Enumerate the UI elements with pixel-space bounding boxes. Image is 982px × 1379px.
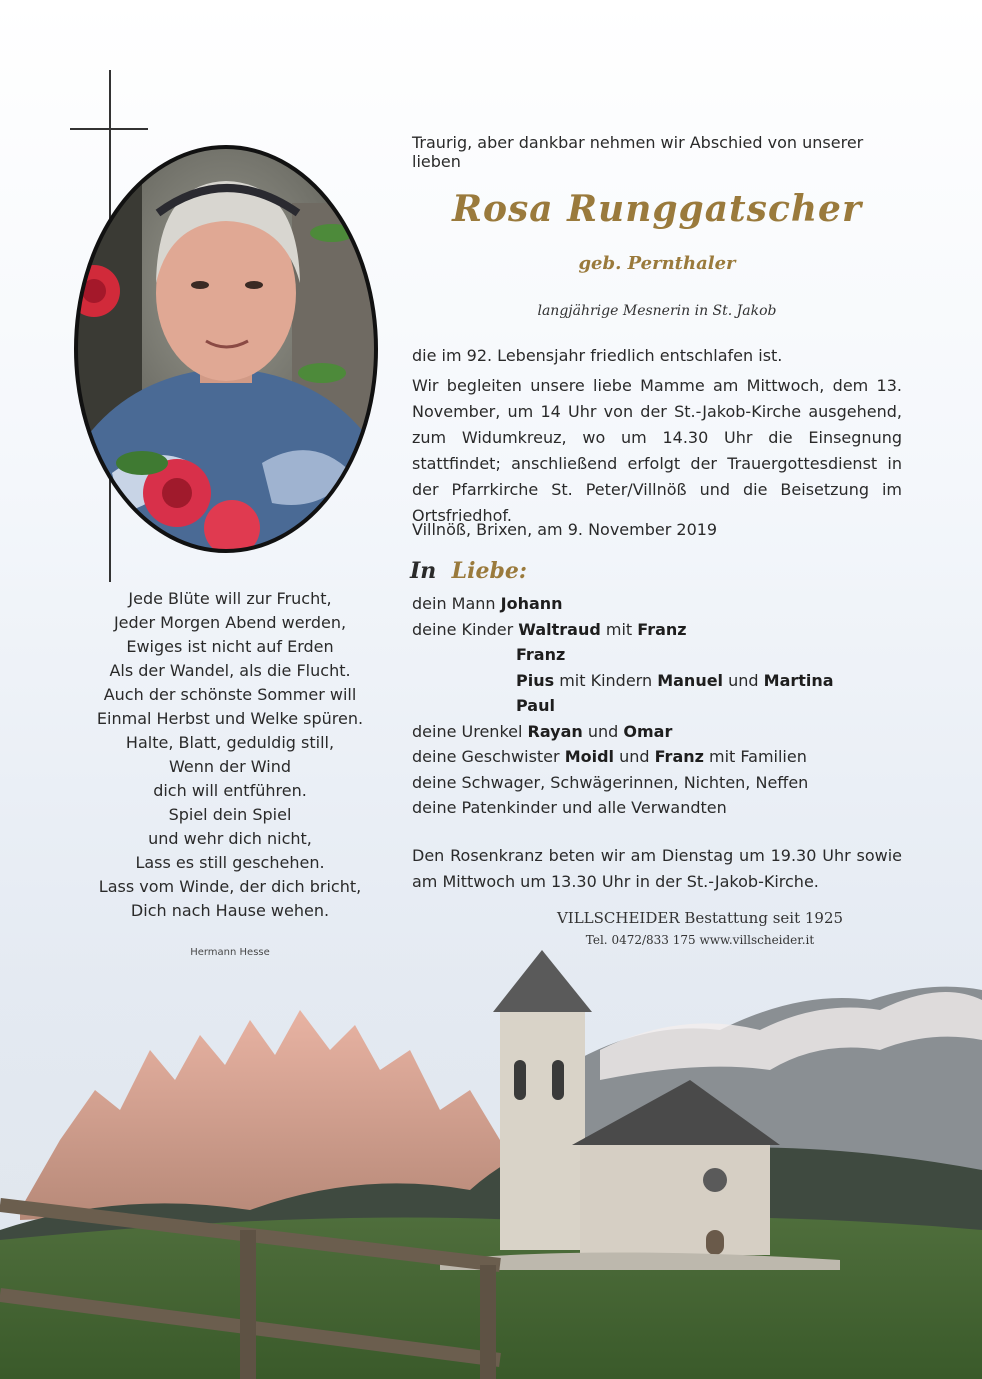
in-liebe-liebe: Liebe: bbox=[451, 558, 527, 584]
mourner-row: Pius mit Kindern Manuel und Martina bbox=[516, 670, 834, 690]
poem-line: Jede Blüte will zur Frucht, bbox=[128, 589, 332, 608]
poem-line: Lass vom Winde, der dich bricht, bbox=[98, 877, 362, 896]
poem-line: Einmal Herbst und Welke spüren. bbox=[96, 709, 364, 728]
mourner-row: deine Geschwister Moidl und Franz mit Familien bbox=[412, 747, 807, 766]
mourner-row: deine Schwager, Schwägerinnen, Nichten, Neffen bbox=[412, 772, 809, 792]
birth-name: geb. Pernthaler bbox=[578, 253, 736, 274]
deceased-name: Rosa Runggatscher bbox=[452, 188, 862, 230]
poem-line: Wenn der Wind bbox=[169, 757, 291, 776]
mourner-row: Paul bbox=[516, 696, 555, 715]
mourner-row: deine Patenkinder und alle Verwandten bbox=[412, 798, 727, 817]
funeral-home-name: VILLSCHEIDER Bestattung seit 1925 bbox=[556, 909, 844, 927]
rosary-info: Den Rosenkranz beten wir am Dienstag um 19.30 Uhr sowie am Mittwoch um 13.30 Uhr in der St.-Jakob-Kirche. bbox=[412, 846, 902, 891]
mourner-row: deine Kinder Waltraud mit Franz bbox=[412, 619, 687, 639]
cross-horizontal-bar bbox=[70, 128, 148, 130]
poem-line: Als der Wandel, als die Flucht. bbox=[109, 661, 351, 680]
landscape-church-image bbox=[0, 940, 982, 1379]
funeral-details: Wir begleiten unsere liebe Mamme am Mittwoch, dem 13. November, um 14 Uhr von der St.-Jakob-Kirche ausgehend, zum Widumkreuz, wo um 14.30 Uhr die Einsegnung stattfindet; anschließend erfolgt der Trauergottesdienst in der Pfarrkirche St. Peter/Villnöß und die Beisetzung im Ortsfriedhof. bbox=[412, 376, 902, 525]
mourner-row: dein Mann Johann bbox=[412, 594, 563, 613]
poem-line: und wehr dich nicht, bbox=[148, 829, 312, 848]
poem-line: Ewiges ist nicht auf Erden bbox=[126, 637, 334, 656]
mourner-row: deine Urenkel Rayan und Omar bbox=[412, 721, 673, 741]
poem-line: Spiel dein Spiel bbox=[168, 805, 292, 824]
poem-line: dich will entführen. bbox=[153, 781, 307, 800]
in-liebe-heading bbox=[410, 558, 527, 584]
poem-line: Halte, Blatt, geduldig still, bbox=[125, 733, 335, 752]
intro-line: Traurig, aber dankbar nehmen wir Abschied von unserer lieben bbox=[412, 133, 864, 171]
poem-line: Dich nach Hause wehen. bbox=[130, 901, 330, 920]
poem-line: Jeder Morgen Abend werden, bbox=[113, 613, 347, 632]
in-liebe-in: In bbox=[410, 558, 437, 584]
poem bbox=[80, 587, 380, 923]
place-date: Villnöß, Brixen, am 9. November 2019 bbox=[412, 520, 718, 539]
poem-line: Lass es still geschehen. bbox=[135, 853, 325, 872]
age-line: die im 92. Lebensjahr friedlich entschlafen ist. bbox=[412, 346, 783, 365]
deceased-role: langjährige Mesnerin in St. Jakob bbox=[537, 303, 777, 319]
mourner-row: Franz bbox=[516, 645, 566, 664]
mourners-list bbox=[412, 591, 902, 821]
poem-line: Auch der schönste Sommer will bbox=[103, 685, 357, 704]
portrait-photo bbox=[72, 143, 380, 555]
